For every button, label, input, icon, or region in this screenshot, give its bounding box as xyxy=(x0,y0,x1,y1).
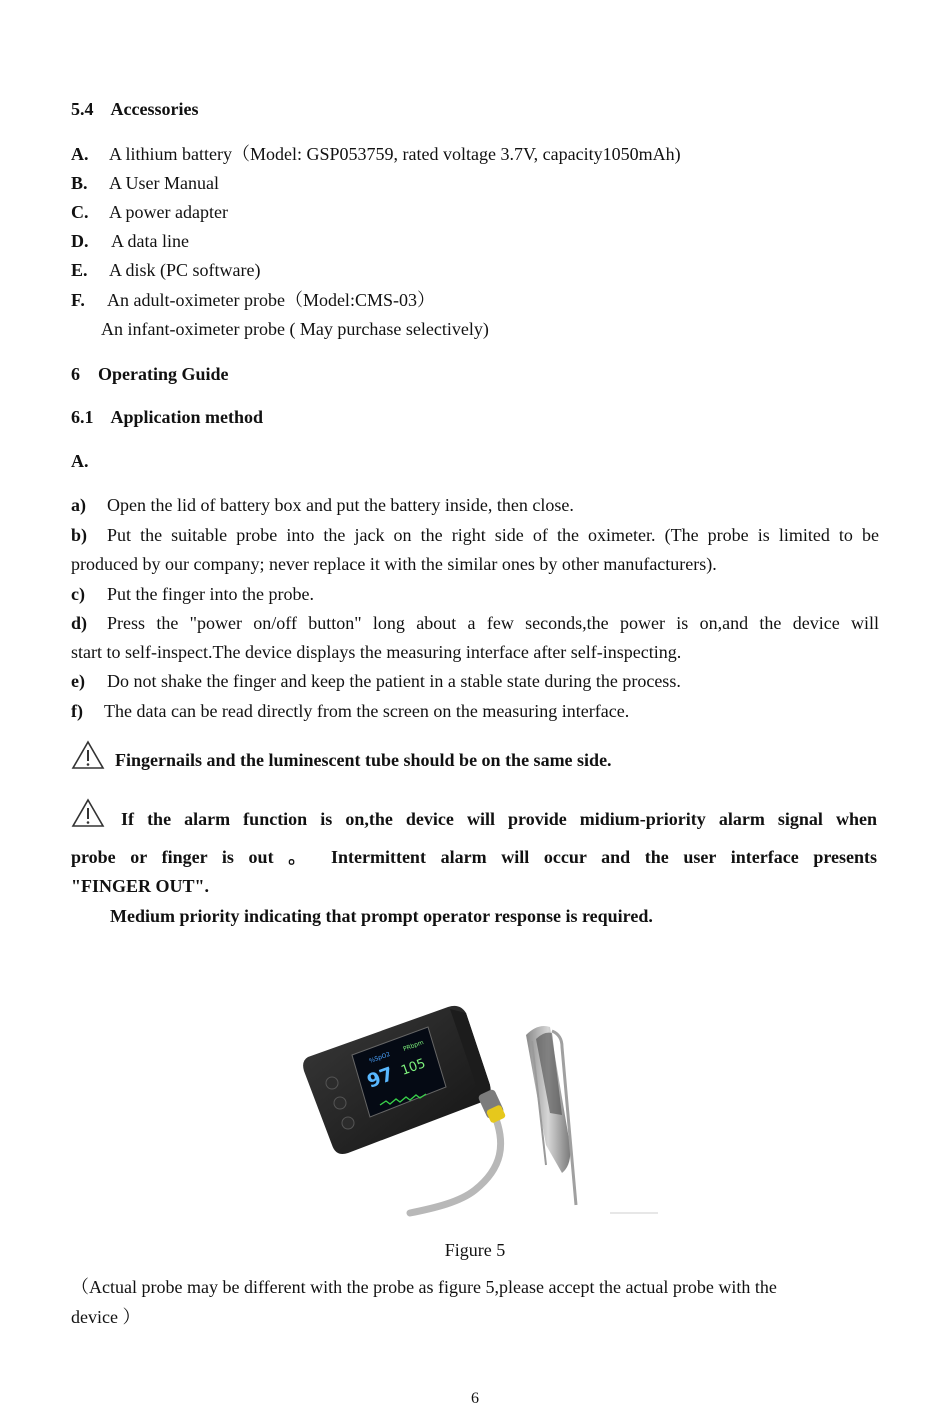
accessory-item: F. An adult-oximeter probe（Model:CMS-03） xyxy=(71,290,435,310)
step-item: d) Press the "power on/off button" long about a few seconds,the power is on,and the device will xyxy=(71,613,879,633)
accessory-item: C. A power adapter xyxy=(71,202,228,222)
step-continuation: produced by our company; never replace it with the similar ones by other manufacturers). xyxy=(71,554,717,574)
screen-pr-label: PRbpm xyxy=(402,1039,425,1053)
warning-text-2-line-1: If the alarm function is on,the device will provide midium-priority alarm signal when xyxy=(121,809,877,829)
figure-caption: Figure 5 xyxy=(444,1240,506,1260)
warning-text-2-line-3: "FINGER OUT". xyxy=(71,876,209,896)
section-number: 5.4 xyxy=(71,99,94,119)
section-heading-6-1: 6.1 Application method xyxy=(71,407,264,427)
accessory-item: E. A disk (PC software) xyxy=(71,260,261,280)
warning-triangle-icon xyxy=(71,740,105,770)
step-item: a) Open the lid of battery box and put the battery inside, then close. xyxy=(71,495,574,515)
accessory-item: A. A lithium battery（Model: GSP053759, rated voltage 3.7V, capacity1050mAh) xyxy=(71,144,681,164)
step-item: e) Do not shake the finger and keep the patient in a stable state during the process. xyxy=(71,671,681,691)
step-continuation: start to self-inspect.The device displays the measuring interface after self-inspecting. xyxy=(71,642,682,662)
warning-text-1: Fingernails and the luminescent tube should be on the same side. xyxy=(115,750,612,770)
screen-pr-value: 105 xyxy=(399,1056,428,1079)
screen-spo2-label: %SpO2 xyxy=(368,1050,392,1065)
screen-spo2-value: 97 xyxy=(364,1062,397,1093)
warning-triangle-icon xyxy=(71,798,105,828)
accessory-item: D. A data line xyxy=(71,231,189,251)
accessory-item-continuation: An infant-oximeter probe ( May purchase selectively) xyxy=(101,319,489,339)
accessory-item: B. A User Manual xyxy=(71,173,219,193)
note-text-line-2: device ） xyxy=(71,1307,141,1327)
step-item: c) Put the finger into the probe. xyxy=(71,584,314,604)
section-heading-6: 6 Operating Guide xyxy=(71,364,229,384)
note-text-line-1: （Actual probe may be different with the probe as figure 5,please accept the actual probe with the xyxy=(71,1277,777,1297)
page-number: 6 xyxy=(471,1390,479,1407)
step-item: b) Put the suitable probe into the jack on the right side of the oximeter. (The probe is limited to be xyxy=(71,525,879,545)
section-heading-5-4 xyxy=(71,95,879,124)
step-item: f) The data can be read directly from the screen on the measuring interface. xyxy=(71,701,630,721)
oximeter-figure-image xyxy=(300,995,660,1220)
warning-text-2-line-4: Medium priority indicating that prompt operator response is required. xyxy=(110,906,653,926)
subsection-label: A. xyxy=(71,451,89,471)
section-title: Accessories xyxy=(110,99,199,119)
warning-text-2-line-2: probe or finger is out 。 Intermittent alarm will occur and the user interface presents xyxy=(71,847,877,867)
